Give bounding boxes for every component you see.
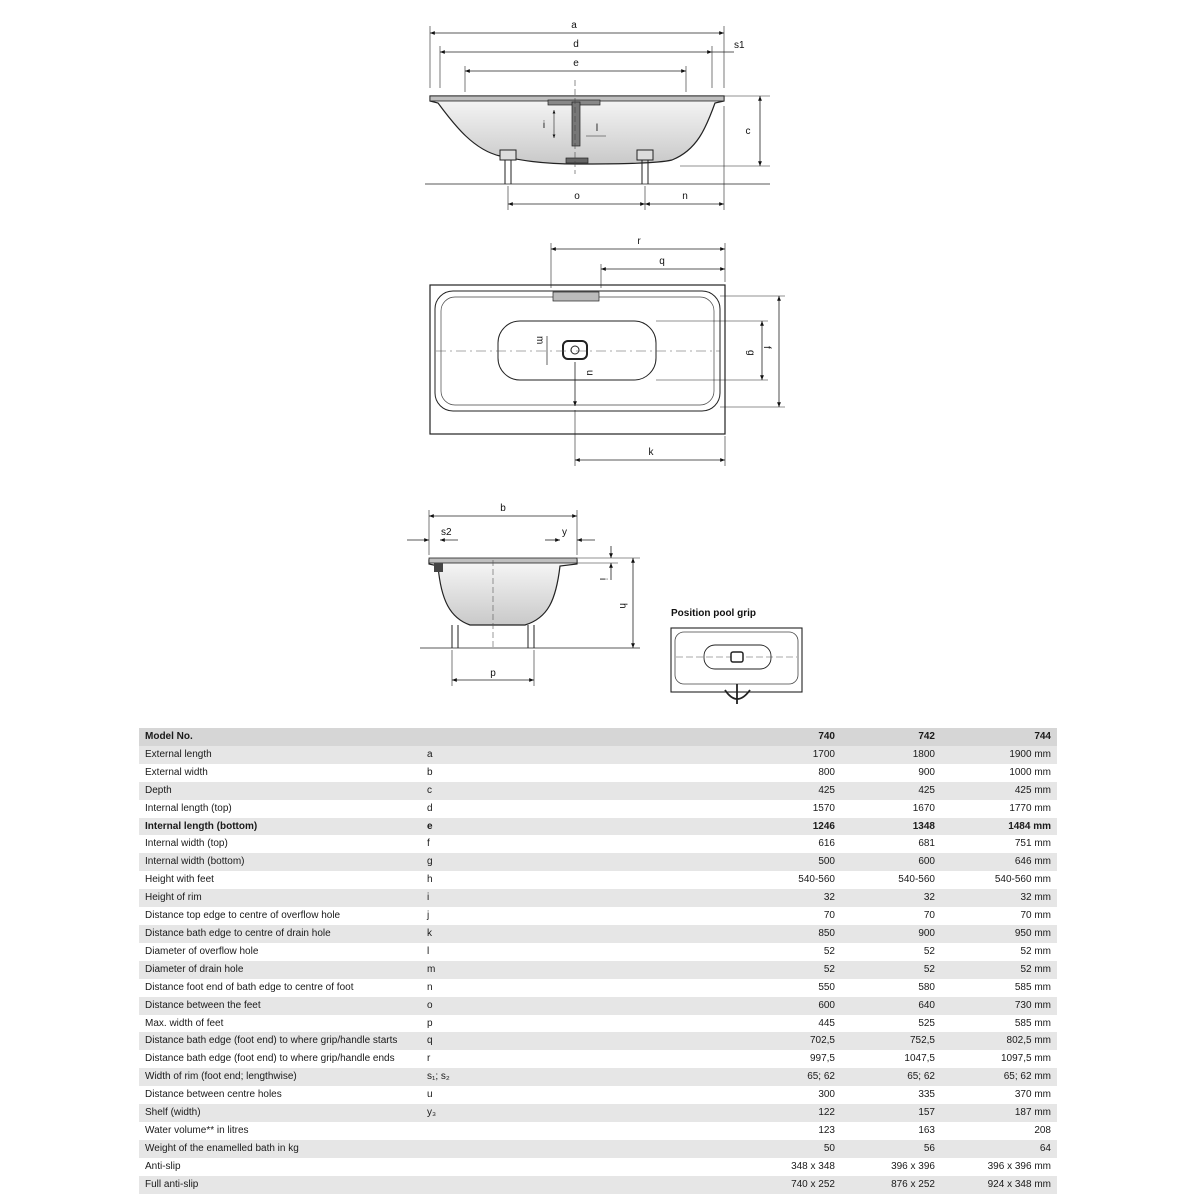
- row-value-742: 540-560: [898, 874, 935, 886]
- row-key: d: [427, 802, 433, 814]
- dim-label-u: u: [584, 370, 595, 376]
- row-value-744: 802,5 mm: [941, 1032, 1057, 1050]
- row-value-744: 370 mm: [1014, 1089, 1051, 1101]
- row-label: Diameter of overflow hole: [145, 945, 259, 957]
- row-value-744: 1484 mm: [941, 818, 1057, 836]
- table-row: [139, 1050, 1057, 1068]
- end-view-tub: [429, 560, 577, 625]
- row-label: Distance between the feet: [139, 997, 421, 1015]
- row-key: n: [427, 981, 433, 993]
- row-value-740: 123: [818, 1124, 835, 1136]
- row-label: Height of rim: [139, 889, 421, 907]
- row-value-742: 681: [918, 838, 935, 850]
- row-label: Shelf (width): [139, 1104, 421, 1122]
- header-key: [421, 728, 781, 746]
- row-key: [421, 1140, 781, 1158]
- row-label: Internal width (top): [145, 838, 228, 850]
- row-value-740: 445: [818, 1017, 835, 1029]
- side-view-foot-right: [637, 150, 653, 184]
- row-label: Full anti-slip: [139, 1176, 421, 1194]
- row-value-744: 65; 62 mm: [941, 1068, 1057, 1086]
- row-label: Diameter of drain hole: [139, 961, 421, 979]
- dim-label-b: b: [500, 503, 506, 514]
- dim-label-i: i: [597, 578, 608, 581]
- table-row: [139, 853, 1057, 871]
- row-value-740: 425: [781, 782, 841, 800]
- row-label: Weight of the enamelled bath in kg: [139, 1140, 421, 1158]
- row-value-744: 52 mm: [941, 961, 1057, 979]
- row-key: [421, 1122, 781, 1140]
- row-key: y₃: [421, 1104, 781, 1122]
- table-row: [139, 782, 1057, 800]
- row-value-742: 335: [918, 1089, 935, 1101]
- row-key: b: [427, 766, 433, 778]
- table-row: [139, 979, 1057, 997]
- row-value-744: 1770 mm: [1009, 802, 1051, 814]
- dim-label-s2: s2: [441, 527, 452, 538]
- row-key: [421, 1176, 781, 1194]
- row-key: l: [427, 945, 430, 957]
- table-row: [139, 871, 1057, 889]
- side-view-foot-left: [500, 150, 516, 184]
- side-view-drain-pipe: [572, 102, 580, 146]
- row-key: g: [421, 853, 781, 871]
- row-value-740: 52: [823, 945, 835, 957]
- top-view-drain: [563, 341, 587, 359]
- row-label: Distance bath edge (foot end) to where grip/handle starts: [139, 1032, 421, 1050]
- row-label: Depth: [139, 782, 421, 800]
- table-row: [139, 1015, 1057, 1033]
- row-label: Internal length (top): [145, 802, 232, 814]
- dim-label-o: o: [574, 191, 580, 202]
- row-key: m: [421, 961, 781, 979]
- row-value-742: 580: [918, 981, 935, 993]
- dim-label-f: f: [761, 346, 772, 349]
- row-value-740: 600: [781, 997, 841, 1015]
- row-value-742: 525: [918, 1017, 935, 1029]
- row-value-740: 997,5: [809, 1053, 835, 1065]
- row-label: Distance bath edge (foot end) to where grip/handle ends: [145, 1053, 395, 1065]
- row-key: e: [421, 818, 781, 836]
- dim-label-p: p: [490, 668, 496, 679]
- row-key: c: [421, 782, 781, 800]
- row-value-742: 157: [841, 1104, 941, 1122]
- row-value-740: 1700: [781, 746, 841, 764]
- row-value-742: 52: [923, 945, 935, 957]
- row-value-742: 1670: [912, 802, 935, 814]
- row-label: External width: [145, 766, 208, 778]
- row-value-744: 924 x 348 mm: [941, 1176, 1057, 1194]
- row-value-744: 425 mm: [941, 782, 1057, 800]
- top-view: [430, 236, 785, 466]
- side-view: [425, 20, 770, 210]
- row-key: u: [427, 1089, 433, 1101]
- table-row: [139, 1086, 1057, 1104]
- dim-label-r: r: [637, 236, 641, 247]
- dim-label-y: y: [562, 527, 567, 538]
- row-value-740: 65; 62: [781, 1068, 841, 1086]
- row-label: Distance bath edge to centre of drain hole: [139, 925, 421, 943]
- row-key: [421, 1158, 781, 1176]
- row-value-740: 122: [781, 1104, 841, 1122]
- row-value-742: 70: [923, 910, 935, 922]
- row-value-744: 396 x 396 mm: [987, 1160, 1051, 1172]
- row-value-742: 752,5: [841, 1032, 941, 1050]
- row-value-740: 616: [818, 838, 835, 850]
- row-value-740: 1570: [812, 802, 835, 814]
- row-key: h: [427, 874, 433, 886]
- table-row: [139, 818, 1057, 836]
- table-row: [139, 925, 1057, 943]
- row-value-742: 65; 62: [841, 1068, 941, 1086]
- dim-label-j: i: [542, 120, 546, 131]
- dim-label-q: q: [659, 256, 665, 267]
- dim-label-d: d: [573, 39, 579, 50]
- row-key: j: [427, 910, 430, 922]
- row-value-744: 1900 mm: [941, 746, 1057, 764]
- row-value-742: 1047,5: [904, 1053, 935, 1065]
- dim-label-m: m: [534, 336, 545, 345]
- row-value-740: 800: [818, 766, 835, 778]
- table-row: [139, 746, 1057, 764]
- table-row: [139, 889, 1057, 907]
- pool-grip-view: [671, 608, 802, 704]
- row-label: Distance between centre holes: [145, 1089, 282, 1101]
- table-row: [139, 1122, 1057, 1140]
- row-value-744: 730 mm: [941, 997, 1057, 1015]
- pool-grip-caption: Position pool grip: [671, 608, 756, 619]
- dim-label-l: l: [595, 123, 599, 134]
- table-row: [139, 943, 1057, 961]
- row-value-740: 52: [781, 961, 841, 979]
- row-value-744: 70 mm: [1020, 910, 1051, 922]
- header-label: Model No.: [139, 728, 421, 746]
- row-value-740: 740 x 252: [781, 1176, 841, 1194]
- row-key: i: [421, 889, 781, 907]
- row-value-744: 64: [941, 1140, 1057, 1158]
- row-value-744: 585 mm: [1014, 981, 1051, 993]
- row-label: Anti-slip: [145, 1160, 181, 1172]
- row-value-744: 208: [1034, 1124, 1051, 1136]
- row-label: Max. width of feet: [145, 1017, 224, 1029]
- row-value-744: 187 mm: [941, 1104, 1057, 1122]
- row-value-740: 1246: [781, 818, 841, 836]
- row-key: r: [427, 1053, 431, 1065]
- row-value-742: 900: [841, 925, 941, 943]
- row-value-744: 52 mm: [1020, 945, 1051, 957]
- row-key: p: [427, 1017, 433, 1029]
- row-label: Water volume** in litres: [145, 1124, 249, 1136]
- table-row: [139, 1176, 1057, 1194]
- dim-label-n: n: [682, 191, 688, 202]
- dim-label-s1: s1: [734, 40, 745, 51]
- header-model-742: 742: [841, 728, 941, 746]
- top-view-grip: [553, 292, 599, 301]
- row-value-740: 348 x 348: [791, 1160, 835, 1172]
- table-row: [139, 1104, 1057, 1122]
- table-row: [139, 764, 1057, 782]
- row-key: f: [427, 838, 430, 850]
- row-label: Internal width (bottom): [139, 853, 421, 871]
- row-value-742: 52: [841, 961, 941, 979]
- dim-label-e: e: [573, 58, 579, 69]
- row-value-742: 396 x 396: [891, 1160, 935, 1172]
- table-row: [139, 997, 1057, 1015]
- table-row: [139, 1140, 1057, 1158]
- table-row: [139, 907, 1057, 925]
- dim-label-k: k: [648, 447, 654, 458]
- row-value-742: 600: [841, 853, 941, 871]
- row-value-744: 751 mm: [1014, 838, 1051, 850]
- row-value-740: 540-560: [798, 874, 835, 886]
- row-value-742: 876 x 252: [841, 1176, 941, 1194]
- table-row: [139, 1032, 1057, 1050]
- row-label: Internal length (bottom): [139, 818, 421, 836]
- table-row: [139, 1068, 1057, 1086]
- row-key: o: [421, 997, 781, 1015]
- row-value-744: 950 mm: [941, 925, 1057, 943]
- spec-table: [139, 728, 1057, 1194]
- row-value-744: 1000 mm: [1009, 766, 1051, 778]
- row-value-740: 500: [781, 853, 841, 871]
- dim-label-a: a: [571, 20, 577, 31]
- table-row: [139, 1158, 1057, 1176]
- table-row: [139, 800, 1057, 818]
- dim-label-c: c: [745, 126, 751, 137]
- row-key: s₁; s₂: [421, 1068, 781, 1086]
- row-value-742: 1800: [841, 746, 941, 764]
- row-value-742: 32: [841, 889, 941, 907]
- row-value-744: 540-560 mm: [994, 874, 1051, 886]
- row-value-740: 702,5: [781, 1032, 841, 1050]
- table-row: [139, 961, 1057, 979]
- row-key: q: [421, 1032, 781, 1050]
- row-value-742: 56: [841, 1140, 941, 1158]
- row-value-740: 300: [818, 1089, 835, 1101]
- row-value-744: 585 mm: [1014, 1017, 1051, 1029]
- spec-table-body: [139, 728, 1057, 1194]
- end-view: [407, 503, 640, 686]
- row-value-744: 32 mm: [941, 889, 1057, 907]
- dim-label-h: h: [617, 603, 628, 609]
- row-value-740: 850: [781, 925, 841, 943]
- row-value-742: 163: [918, 1124, 935, 1136]
- row-value-740: 32: [781, 889, 841, 907]
- header-model-740: 740: [781, 728, 841, 746]
- table-row: [139, 835, 1057, 853]
- row-key: k: [421, 925, 781, 943]
- header-model-744: 744: [941, 728, 1057, 746]
- row-value-742: 425: [841, 782, 941, 800]
- row-label: External length: [139, 746, 421, 764]
- row-value-740: 50: [781, 1140, 841, 1158]
- row-value-742: 900: [918, 766, 935, 778]
- dim-label-g: g: [745, 350, 756, 356]
- row-value-744: 1097,5 mm: [1000, 1053, 1051, 1065]
- row-label: Distance foot end of bath edge to centre of foot: [145, 981, 354, 993]
- row-value-742: 640: [841, 997, 941, 1015]
- row-label: Height with feet: [145, 874, 214, 886]
- row-label: Distance top edge to centre of overflow hole: [145, 910, 341, 922]
- row-value-744: 646 mm: [941, 853, 1057, 871]
- row-value-740: 550: [818, 981, 835, 993]
- row-label: Width of rim (foot end; lengthwise): [139, 1068, 421, 1086]
- row-value-742: 1348: [841, 818, 941, 836]
- row-key: a: [421, 746, 781, 764]
- table-header-row: [139, 728, 1057, 746]
- row-value-740: 70: [823, 910, 835, 922]
